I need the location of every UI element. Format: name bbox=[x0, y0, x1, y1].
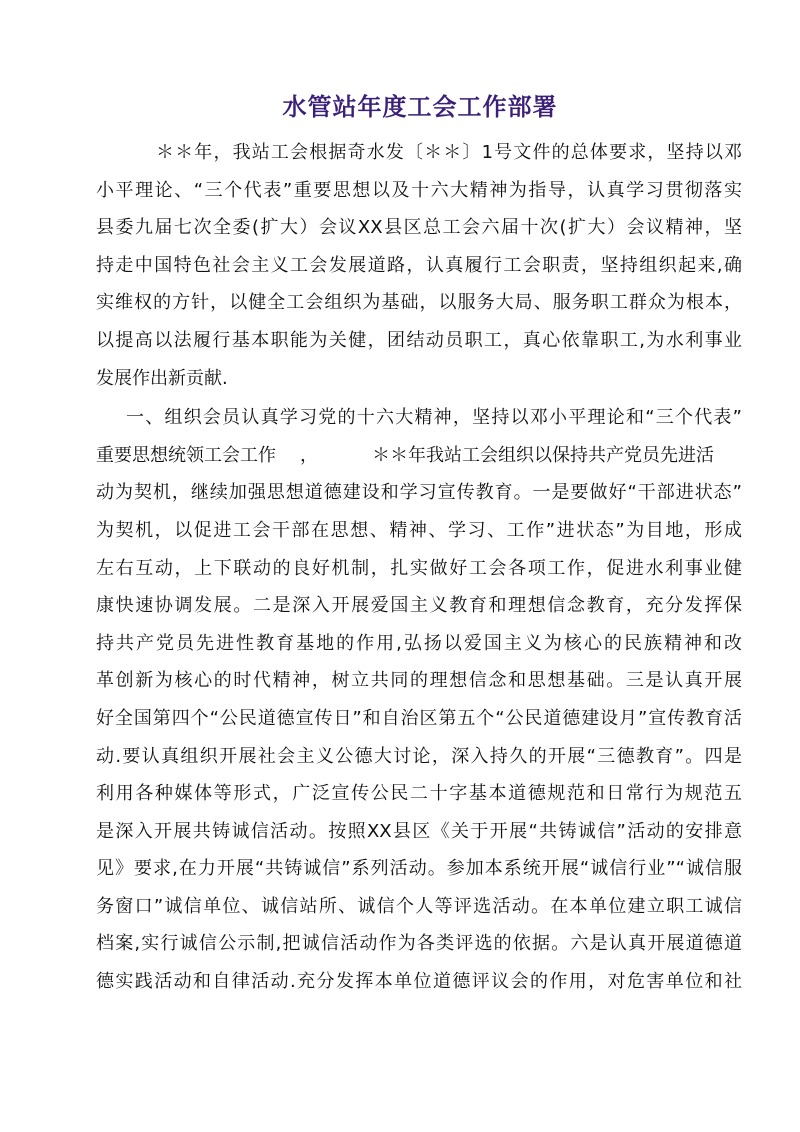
text-segment: 重要思想统领工会工作 bbox=[96, 444, 276, 466]
text-line: 德实践活动和自律活动.充分发挥本单位道德评议会的作用，对危害单位和社 bbox=[96, 971, 742, 993]
text-line: 持走中国特色社会主义工会发展道路，认真履行工会职责，坚持组织起来,确 bbox=[96, 254, 742, 276]
text-line: 利用各种媒体等形式，广泛宣传公民二十字基本道德规范和日常行为规范五 bbox=[96, 783, 742, 805]
text-line: 实维权的方针，以健全工会组织为基础，以服务大局、服务职工群众为根本， bbox=[96, 292, 742, 314]
text-line: 一、组织会员认真学习党的十六大精神，坚持以邓小平理论和“三个代表” bbox=[126, 407, 742, 429]
text-line: 县委九届七次全委(扩大）会议XX县区总工会六届十次(扩大）会议精神，坚 bbox=[96, 217, 742, 239]
document-page bbox=[96, 80, 742, 1001]
text-line: 革创新为核心的时代精神，树立共同的理想信念和思想基础。三是认真开展 bbox=[96, 670, 742, 692]
text-line: 见》要求,在力开展“共铸诚信”系列活动。参加本系统开展“诚信行业”“诚信服 bbox=[96, 858, 742, 880]
paragraph-1 bbox=[96, 134, 742, 397]
paragraph-2 bbox=[96, 399, 742, 1001]
text-line: 动为契机，继续加强思想道德建设和学习宣传教育。一是要做好“干部进状态” bbox=[96, 482, 742, 504]
text-line: 档案,实行诚信公示制,把诚信活动作为各类评选的依据。六是认真开展道德道 bbox=[96, 933, 742, 955]
text-line: ＊＊年，我站工会根据奇水发〔＊＊〕1号文件的总体要求，坚持以邓 bbox=[156, 142, 742, 163]
text-line: 以提高以法履行基本职能为关健，团结动员职工，真心依靠职工,为水利事业 bbox=[96, 329, 742, 351]
text-line: 小平理论、“三个代表”重要思想以及十六大精神为指导，认真学习贯彻落实 bbox=[96, 179, 742, 201]
text-segment: ， bbox=[300, 444, 318, 466]
text-line bbox=[96, 437, 742, 475]
text-line: 为契机，以促进工会干部在思想、精神、学习、工作”进状态”为目地，形成 bbox=[96, 519, 742, 541]
text-segment: ＊＊年我站工会组织以保持共产党员先进活 bbox=[372, 444, 714, 466]
document-title: 水管站年度工会工作部署 bbox=[282, 93, 558, 121]
text-line: 好全国第四个“公民道德宣传日”和自治区第五个“公民道德建设月”宣传教育活 bbox=[96, 707, 742, 729]
text-line: 发展作出新贡献. bbox=[96, 367, 228, 389]
text-line: 是深入开展共铸诚信活动。按照XX县区《关于开展“共铸诚信”活动的安排意 bbox=[96, 820, 742, 842]
text-line: 持共产党员先进性教育基地的作用,弘扬以爱国主义为核心的民族精神和改 bbox=[96, 632, 742, 654]
text-line: 务窗口”诚信单位、诚信站所、诚信个人等评选活动。在本单位建立职工诚信 bbox=[96, 895, 742, 917]
text-line: 动.要认真组织开展社会主义公德大讨论，深入持久的开展“三德教育”。四是 bbox=[96, 745, 742, 767]
text-line: 康快速协调发展。二是深入开展爱国主义教育和理想信念教育，充分发挥保 bbox=[96, 595, 742, 617]
text-line: 左右互动，上下联动的良好机制，扎实做好工会各项工作，促进水利事业健 bbox=[96, 557, 742, 579]
